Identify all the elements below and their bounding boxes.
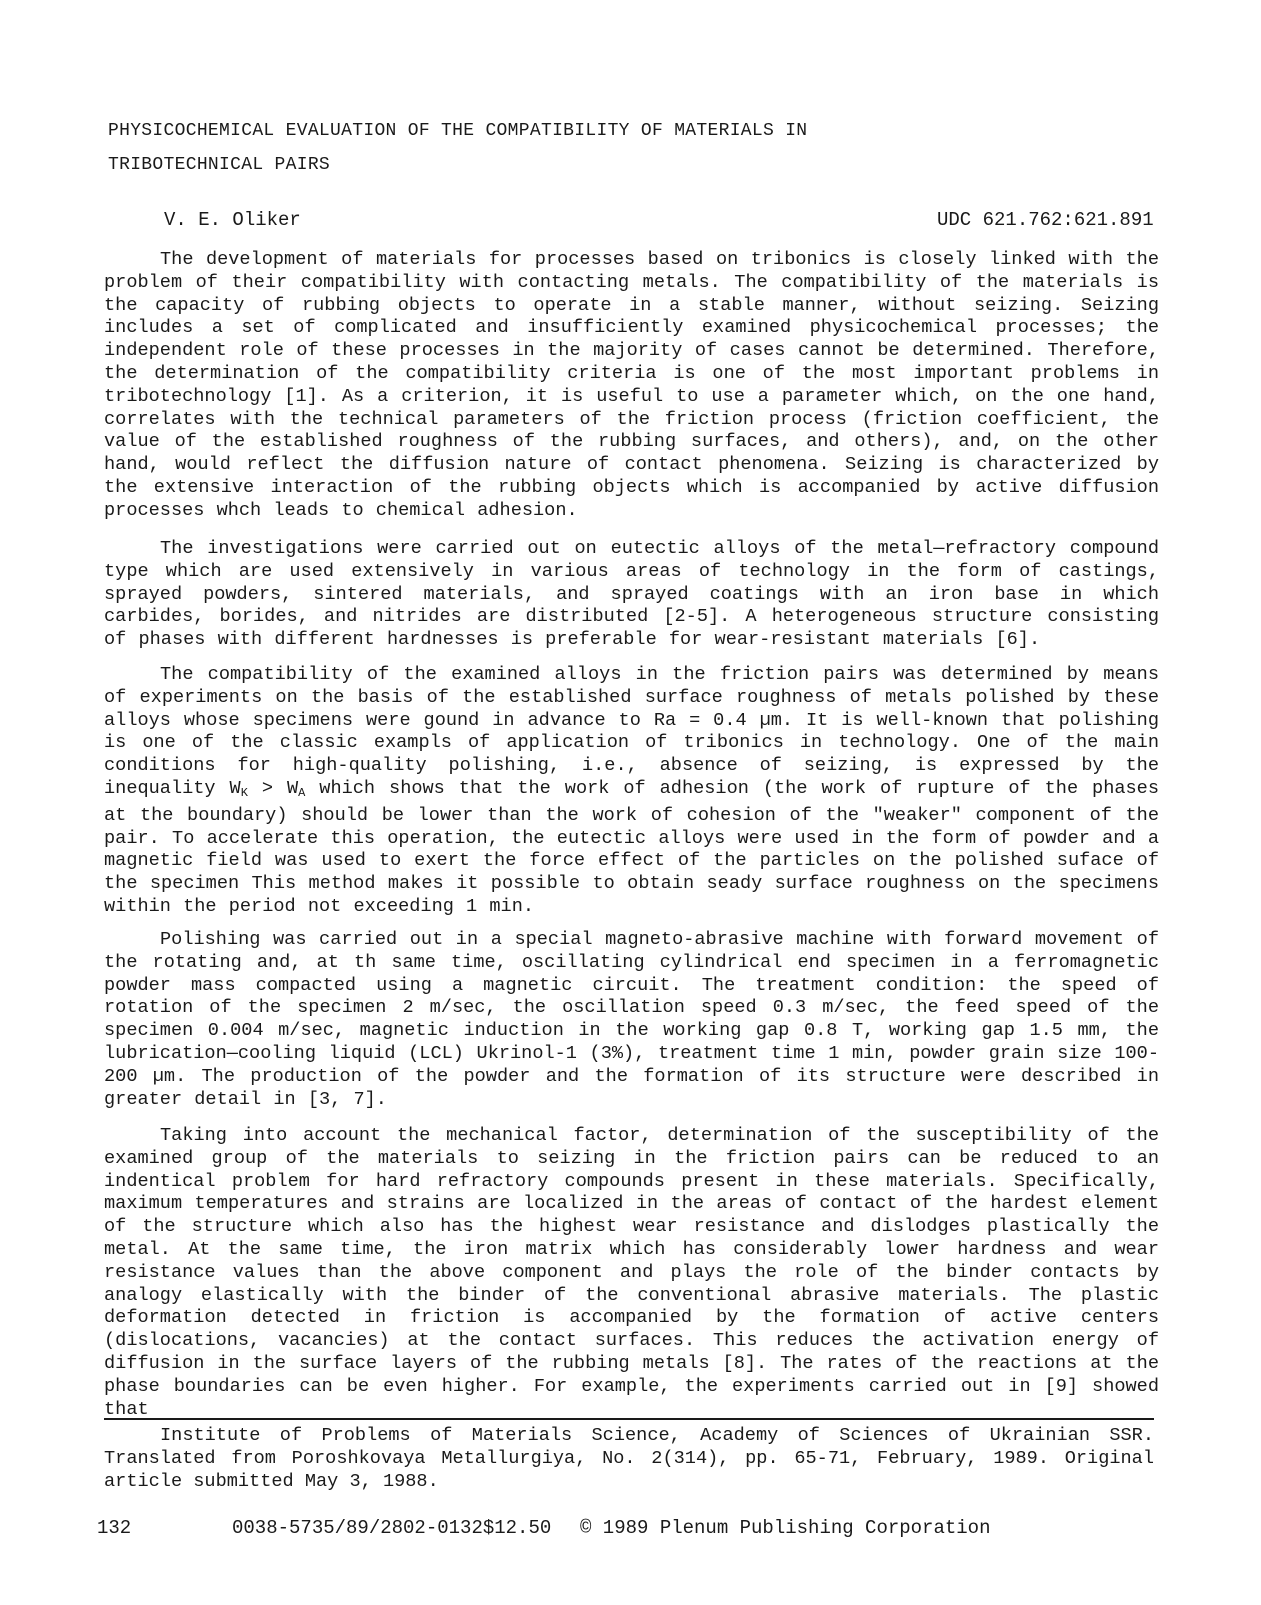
paragraph-4: Polishing was carried out in a special magneto-abrasive machine with forward movement of the rotating and, at th same time, oscillating cylindrical end specimen in a ferromagnetic powder mass compacted using a magnetic circuit. The treatment condition: the speed of rotation of the specimen 2 m/sec, the oscillation speed 0.3 m/sec, the feed speed of the specimen 0.004 m/sec, magnetic induction in the working gap 0.8 T, working gap 1.5 mm, the lubrication—cooling liquid (LCL) Ukrinol-1 (3%), treatment time 1 min, powder grain size 100-200 µm. The production of the powder and the formation of its structure were described in greater detail in [3, 7].	[104, 929, 1159, 1110]
footnote-divider	[104, 1418, 1154, 1420]
paragraph-2: The investigations were carried out on eutectic alloys of the metal—refractory compound type which are used extensively in various areas of technology in the form of castings, sprayed powders, sintered materials, and sprayed coatings with an iron base in which carbides, borides, and nitrides are distributed [2-5]. A heterogeneous structure consisting of phases with different hardnesses is preferable for wear-resistant materials [6].	[104, 538, 1159, 651]
paragraph-3-text-a: The compatibility of the examined alloys in the friction pairs was determined by means of experiments on the basis of the established surface roughness of metals polished by these alloys whose specimens were gound in advance to Ra = 0.4 µm. It is well-known that polishing is one of the classic exampls of application of tribonics in technology. One of the main conditions for high-quality polishing, i.e., absence of seizing, is expressed by the inequality W	[104, 664, 1159, 799]
paragraph-1: The development of materials for processes based on tribonics is closely linked with the problem of their compatibility with contacting metals. The compatibility of the materials is the capacity of rubbing objects to operate in a stable manner, without seizing. Seizing includes a set of complicated and insufficiently examined physicochemical processes; the independent role of these processes in the majority of cases cannot be determined. Therefore, the determination of the compatibility criteria is one of the most important problems in tribotechnology [1]. As a criterion, it is useful to use a parameter which, on the one hand, correlates with the technical parameters of the friction process (friction coefficient, the value of the established roughness of the rubbing surfaces, and others), and, on the other hand, would reflect the diffusion nature of contact phenomena. Seizing is characterized by the extensive interaction of the rubbing objects which is accompanied by active diffusion processes whch leads to chemical adhesion.	[104, 249, 1159, 521]
copyright-notice: © 1989 Plenum Publishing Corporation	[580, 1517, 991, 1539]
paragraph-3-text-c: which shows that the work of adhesion (the work of rupture of the phases at the boundary) should be lower than the work of cohesion of the "weaker" component of the pair. To accelerate this operation, the eutectic alloys were used in the form of powder and a magnetic field was used to exert the force effect of the particles on the polished suface of the specimen This method makes it possible to obtain seady surface roughness on the specimens within the period not exceeding 1 min.	[104, 777, 1160, 917]
subscript-k: K	[240, 785, 248, 800]
paragraph-3	[104, 664, 1159, 919]
paragraph-3-text-b: > W	[247, 777, 299, 799]
article-code: 0038-5735/89/2802-0132$12.50	[232, 1517, 552, 1539]
udc-code: UDC 621.762:621.891	[937, 209, 1154, 231]
page-number: 132	[97, 1517, 132, 1539]
paragraph-5: Taking into account the mechanical factor, determination of the susceptibility of the examined group of the materials to seizing in the friction pairs can be reduced to an indentical problem for hard refractory compounds present in these materials. Specifically, maximum temperatures and strains are localized in the areas of contact of the hardest element of the structure which also has the highest wear resistance and dislodges plastically the metal. At the same time, the iron matrix which has considerably lower hardness and wear resistance values than the above component and plays the role of the binder contacts by analogy elastically with the binder of the conventional abrasive materials. The plastic deformation detected in friction is accompanied by the formation of active centers (dislocations, vacancies) at the contact surfaces. This reduces the activation energy of diffusion in the surface layers of the rubbing metals [8]. The rates of the reactions at the phase boundaries can be even higher. For example, the experiments carried out in [9] showed that	[104, 1125, 1159, 1420]
footnote-affiliation: Institute of Problems of Materials Science, Academy of Sciences of Ukrainian SSR. Translated from Poroshkovaya Metallurgiya, No. 2(314), pp. 65-71, February, 1989. Original article submitted May 3, 1988.	[104, 1425, 1154, 1492]
article-title-line-2: TRIBOTECHNICAL PAIRS	[108, 155, 331, 175]
article-title-line-1: PHYSICOCHEMICAL EVALUATION OF THE COMPATIBILITY OF MATERIALS IN	[108, 121, 808, 141]
author-name: V. E. Oliker	[164, 209, 301, 231]
subscript-a: A	[298, 785, 306, 800]
